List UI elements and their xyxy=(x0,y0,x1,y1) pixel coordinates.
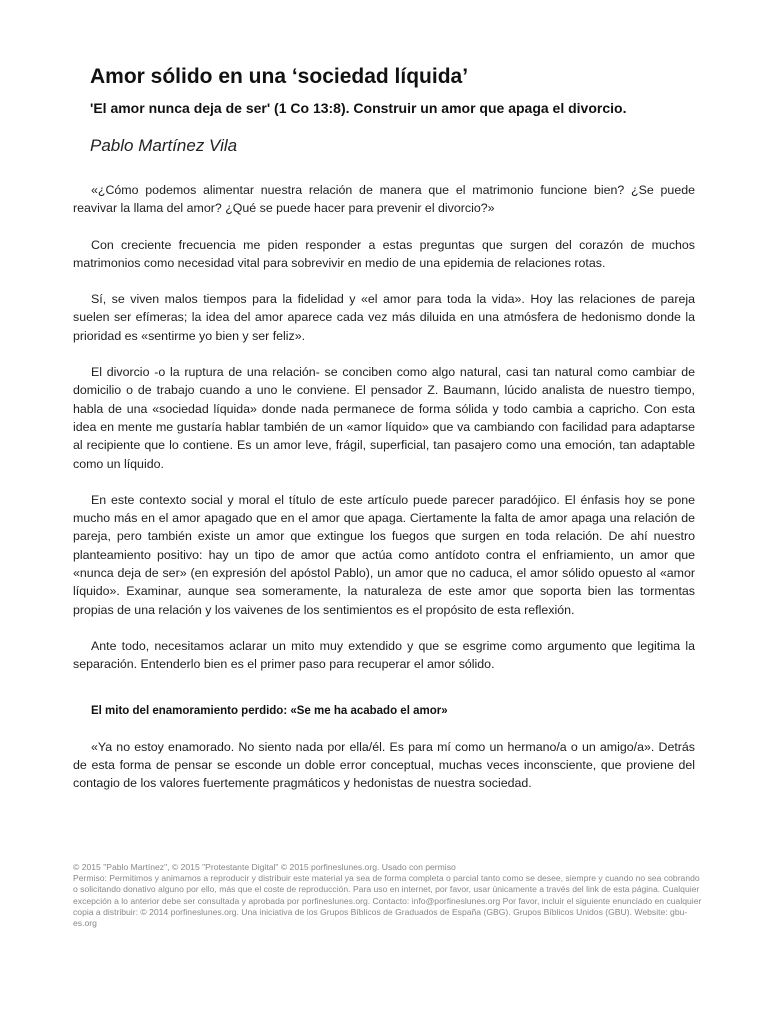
section-heading: El mito del enamoramiento perdido: «Se me ha acabado el amor» xyxy=(91,704,448,717)
footer xyxy=(73,862,703,929)
footer-copyright: © 2015 "Pablo Martínez", © 2015 "Protestante Digital" © 2015 porfineslunes.org. Usado con permiso xyxy=(73,862,456,872)
paragraph-3: Sí, se viven malos tiempos para la fidelidad y «el amor para toda la vida». Hoy las relaciones de pareja suelen ser efímeras; la idea del amor aparece cada vez más diluida en una atmósfera de hedonismo donde la prioridad es «sentirme yo bien y ser feliz». xyxy=(73,292,695,343)
paragraph-5: En este contexto social y moral el título de este artículo puede parecer paradójico. El énfasis hoy se pone mucho más en el amor apagado que en el amor que apaga. Ciertamente la falta de amor apaga una relación de pareja, pero también existe un amor que extingue los fuegos que surgen en toda relación. De ahí nuestro planteamiento positivo: hay un tipo de amor que actúa como antídoto contra el enfriamiento, un amor que «nunca deja de ser» (en expresión del apóstol Pablo), un amor que no caduca, el amor sólido opuesto al «amor líquido». Examinar, aunque sea someramente, la naturaleza de este amor que soporta bien las tormentas propias de una relación y los vaivenes de los sentimientos es el propósito de esta reflexión. xyxy=(73,492,695,617)
article xyxy=(90,62,694,178)
paragraph-2: Con creciente frecuencia me piden responder a estas preguntas que surgen del corazón de muchos matrimonios como necesidad vital para sobrevivir en medio de una epidemia de relaciones rotas. xyxy=(73,237,695,270)
article-subtitle: 'El amor nunca deja de ser' (1 Co 13:8). Construir un amor que apaga el divorcio. xyxy=(90,100,627,116)
footer-permission: Permiso: Permitimos y animamos a reproducir y distribuir este material ya sea de forma completa o parcial tanto como se desee, siempre y cuando no sea cobrando o solicitando donativo alguno por ello, más que el coste de reproducción. Para uso en internet, por favor, usar únicamente a través del link de esta página. Cualquier excepción a lo anterior debe ser consultada y aprobada por porfineslunes.org. Contacto: info@porfineslunes.org Por favor, incluir el siguiente enunciado en cualquier copia a distribuir: © 2014 porfineslunes.org. Una iniciativa de los Grupos Bíblicos de Graduados de España (GBG). Grupos Bíblicos Unidos (GBU). Website: gbu-es.org xyxy=(73,873,702,929)
section-paragraph: «Ya no estoy enamorado. No siento nada por ella/él. Es para mí como un hermano/a o un amigo/a». Detrás de esta forma de pensar se esconde un doble error conceptual, muchas veces inconsciente, que proviene del contagio de los valores fuertemente pragmáticos y hedonistas de nuestra sociedad. xyxy=(73,739,695,791)
paragraph-1: «¿Cómo podemos alimentar nuestra relación de manera que el matrimonio funcione bien? ¿Se puede reavivar la llama del amor? ¿Qué se puede hacer para prevenir el divorcio?» xyxy=(73,183,695,216)
paragraph-4: El divorcio -o la ruptura de una relación- se conciben como algo natural, casi tan natural como cambiar de domicilio o de trabajo cuando a uno le conviene. El pensador Z. Baumann, lúcido analista de nuestro tiempo, habla de una «sociedad líquida» donde nada permanece de forma sólida y todo cambia a capricho. Con esta idea en mente me gustaría hablar también de un «amor líquido» que va cambiando con facilidad para adaptarse al recipiente que lo contiene. Es un amor leve, frágil, superficial, tan pasajero como una emoción, tan adaptable como un líquido. xyxy=(73,365,695,471)
article-title: Amor sólido en una ‘sociedad líquida’ xyxy=(90,65,469,88)
paragraph-6: Ante todo, necesitamos aclarar un mito muy extendido y que se esgrime como argumento que legitima la separación. Entenderlo bien es el primer paso para recuperar el amor sólido. xyxy=(73,638,695,672)
article-body xyxy=(73,181,695,810)
article-author: Pablo Martínez Vila xyxy=(90,136,238,155)
